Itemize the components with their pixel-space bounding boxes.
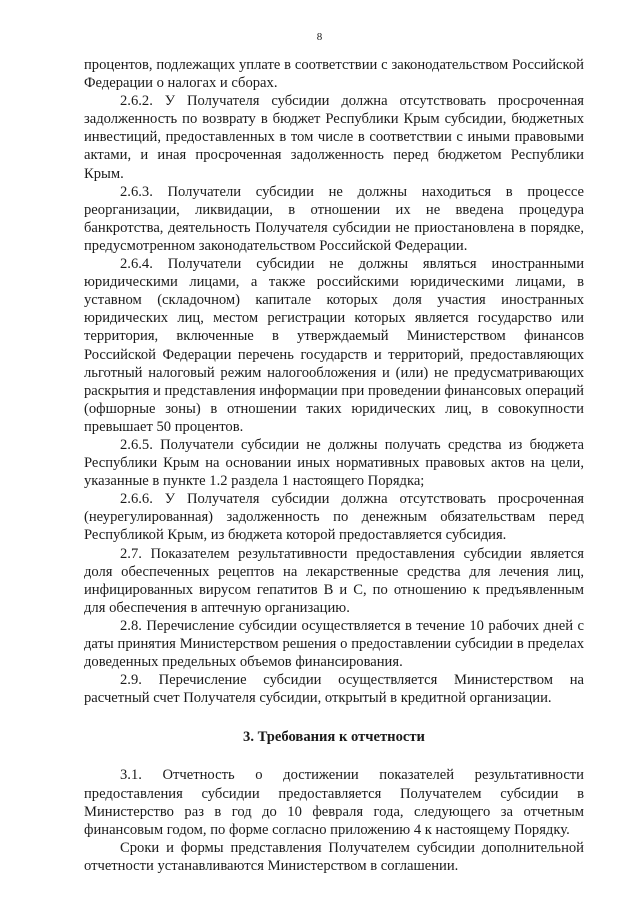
document-body [84,56,584,875]
paragraph: 2.6.4. Получатели субсидии не должны являться иностранными юридическими лицами, а также российскими юридическими лицами, в уставном (складочном) капитале которых доля участия иностранных юридических лиц, местом регистрации которых является государство или территория, включенные в утверждаемый Министерством финансов Российской Федерации перечень государств и территорий, предоставляющих льготный налоговый режим налогообложения и (или) не предусматривающих раскрытия и представления информации при проведении финансовых операций (офшорные зоны) в отношении таких юридических лиц, в совокупности превышает 50 процентов. [84,256,584,435]
paragraph: процентов, подлежащих уплате в соответствии с законодательством Российской Федерации о налогах и сборах. [84,57,584,92]
section-heading: 3. Требования к отчетности [243,729,425,746]
paragraph: 2.6.3. Получатели субсидии не должны находиться в процессе реорганизации, ликвидации, в отношении их не введена процедура банкротства, деятельность Получателя субсидии не приостановлена в порядке, предусмотренном законодательством Российской Федерации. [84,183,584,254]
paragraph: 2.6.5. Получатели субсидии не должны получать средства из бюджета Республики Крым на основании иных нормативных правовых актов на цели, указанные в пункте 1.2 раздела 1 настоящего Порядка; [84,436,584,490]
paragraph: Сроки и формы представления Получателем субсидии дополнительной отчетности устанавливаются Министерством в соглашении. [84,839,584,874]
section-3-paragraphs [84,766,584,875]
paragraph: 2.9. Перечисление субсидии осуществляется Министерством на расчетный счет Получателя субсидии, открытый в кредитной организации. [84,672,584,707]
paragraph: 2.6.2. У Получателя субсидии должна отсутствовать просроченная задолженность по возврату в бюджет Республики Крым субсидии, бюджетных инвестиций, предоставленных в том числе в соответствии с иными правовыми актами, и иная просроченная задолженность перед бюджетом Республики Крым. [84,93,584,182]
section-2-paragraphs [84,56,584,707]
paragraph: 2.8. Перечисление субсидии осуществляется в течение 10 рабочих дней с даты принятия Министерством решения о предоставлении субсидии в пределах доведенных предельных объемов финансирования. [84,617,584,671]
page-number: 8 [316,31,323,43]
paragraph: 2.7. Показателем результативности предоставления субсидии является доля обеспеченных рецептов на лекарственные средства для лечения лиц, инфицированных вирусом гепатитов В и С, по отношению к предъявленным для обеспечения в аптечную организацию. [84,545,584,616]
paragraph: 3.1. Отчетность о достижении показателей результативности предоставления субсидии предоставляется Получателем субсидии в Министерство раз в год до 10 февраля года, следующего за отчетным финансовым годом, по форме согласно приложению 4 к настоящему Порядку. [84,767,584,838]
paragraph: 2.6.6. У Получателя субсидии должна отсутствовать просроченная (неурегулированная) задолженность по денежным обязательствам перед Республикой Крым, из бюджета которой предоставляется субсидия. [84,491,584,544]
